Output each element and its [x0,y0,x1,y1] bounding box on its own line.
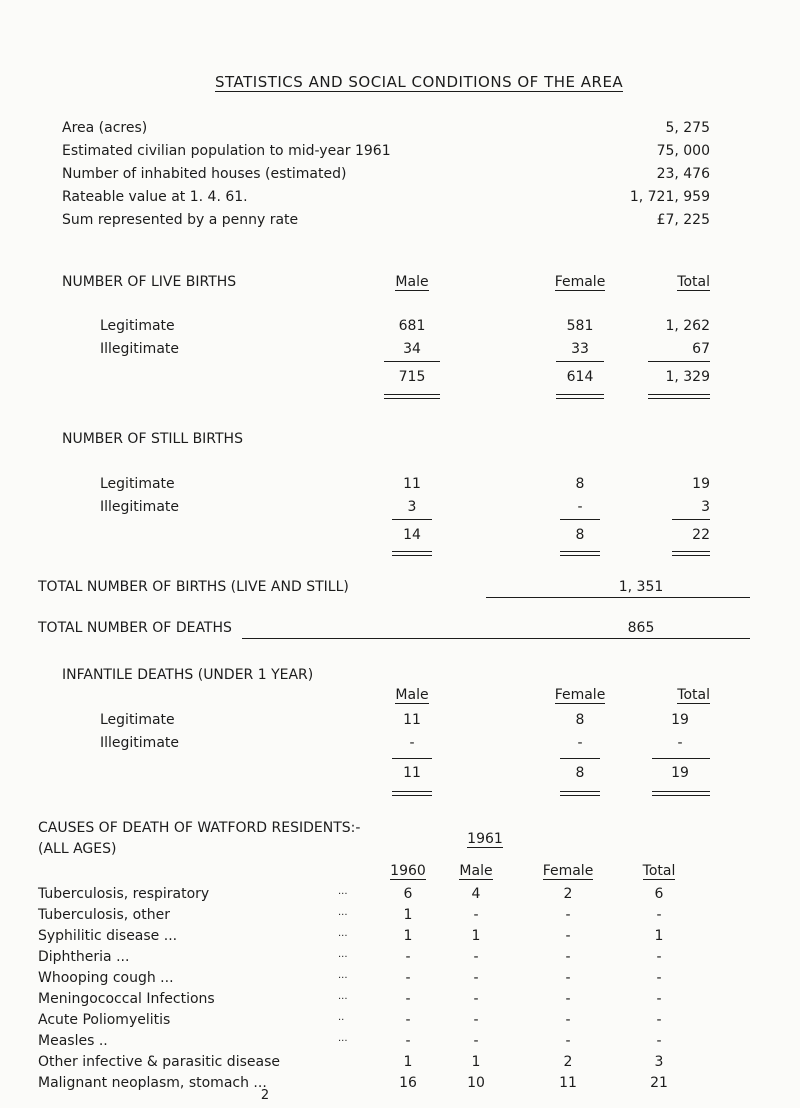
cell-1960: - [405,949,411,965]
cell-male: - [473,1012,479,1028]
double-rule [672,551,710,556]
cell-total: 3 [654,1054,664,1070]
total-female: 8 [575,765,585,781]
total-births-rule [486,597,750,598]
cell-female: 8 [575,476,585,492]
sum-line [392,519,432,520]
col-male: Male [395,687,429,703]
sum-line [556,361,604,362]
double-rule [392,791,432,796]
stat-label: Rateable value at 1. 4. 61. [62,189,248,205]
col-male: Male [459,863,493,879]
total-total: 19 [671,765,689,781]
cell-female: - [577,735,583,751]
cell-female: - [565,907,571,923]
leader-dots: ... [338,886,348,897]
cell-total: 1 [654,928,664,944]
total-total: 1, 329 [665,369,710,385]
total-male: 715 [398,369,426,385]
stat-label: Sum represented by a penny rate [62,212,299,228]
cell-total: 3 [701,499,710,515]
stat-value: 1, 721, 959 [629,189,710,205]
cause-label: Meningococcal Infections [38,991,215,1007]
cell-1960: 1 [403,928,413,944]
sum-line [384,361,440,362]
sum-line [392,758,432,759]
cell-1960: - [405,1033,411,1049]
cell-total: - [656,907,662,923]
sum-line [652,758,710,759]
cell-male: - [409,735,415,751]
total-deaths-value: 865 [627,620,655,636]
cell-total: - [656,970,662,986]
cause-label: Tuberculosis, other [38,907,170,923]
sum-line [672,519,710,520]
cause-label: Measles .. [38,1033,108,1049]
year-1961: 1961 [467,831,503,847]
cell-1960: 6 [403,886,413,902]
double-rule [560,551,600,556]
cell-total: - [656,949,662,965]
row-label: Illegitimate [100,341,179,357]
cell-male: - [473,970,479,986]
row-label: Legitimate [100,476,175,492]
row-label: Legitimate [100,712,175,728]
cell-female: - [577,499,583,515]
cell-male: 10 [467,1075,485,1091]
row-label: Illegitimate [100,735,179,751]
cell-1960: 16 [399,1075,417,1091]
double-rule [392,551,432,556]
stat-label: Estimated civilian population to mid-year 1961 [62,143,391,159]
cell-male: - [473,1033,479,1049]
cause-label: Syphilitic disease ... [38,928,178,944]
cell-female: 11 [559,1075,577,1091]
col-male: Male [395,274,429,290]
cell-male: - [473,949,479,965]
causes-subheading: (ALL AGES) [38,841,117,857]
double-rule [556,394,604,399]
live-births-heading: NUMBER OF LIVE BIRTHS [62,274,237,290]
cell-1960: 1 [403,907,413,923]
cause-label: Malignant neoplasm, stomach ... [38,1075,267,1091]
leader-dots: .. [338,1012,345,1023]
stat-value: 75, 000 [656,143,710,159]
row-label: Illegitimate [100,499,179,515]
page-number: 2 [260,1088,270,1103]
total-deaths-label: TOTAL NUMBER OF DEATHS [38,620,232,636]
stat-value: 23, 476 [656,166,710,182]
cause-label: Acute Poliomyelitis [38,1012,171,1028]
sum-line [648,361,710,362]
sum-line [560,519,600,520]
cause-label: Whooping cough ... [38,970,174,986]
cell-total: - [656,991,662,1007]
cell-female: - [565,949,571,965]
cell-female: 2 [563,886,573,902]
total-births-value: 1, 351 [618,579,664,595]
infantile-heading: INFANTILE DEATHS (UNDER 1 YEAR) [62,667,314,683]
col-1960: 1960 [390,863,426,879]
col-female: Female [554,274,606,290]
col-total: Total [677,274,710,290]
cell-female: 8 [575,712,585,728]
cell-female: - [565,1033,571,1049]
causes-heading: CAUSES OF DEATH OF WATFORD RESIDENTS:- [38,820,361,836]
cell-female: - [565,1012,571,1028]
cell-male: - [473,991,479,1007]
row-label: Legitimate [100,318,175,334]
leader-dots: ... [338,949,348,960]
leader-dots: ... [338,928,348,939]
double-rule [652,791,710,796]
cell-total: - [656,1033,662,1049]
cell-1960: - [405,991,411,1007]
cell-total: - [677,735,683,751]
sum-line [560,758,600,759]
cause-label: Tuberculosis, respiratory [38,886,210,902]
total-male: 14 [403,527,421,543]
cell-total: 19 [692,476,710,492]
cell-male: 11 [403,476,421,492]
stat-value: 5, 275 [665,120,710,136]
cell-female: 2 [563,1054,573,1070]
cell-female: - [565,970,571,986]
leader-dots: ... [338,991,348,1002]
page-title: STATISTICS AND SOCIAL CONDITIONS OF THE AREA [215,73,624,91]
cell-male: 3 [407,499,417,515]
cell-male: 1 [471,928,481,944]
cell-female: 33 [571,341,589,357]
cause-label: Other infective & parasitic disease [38,1054,280,1070]
stat-value: £7, 225 [656,212,710,228]
cell-total: 6 [654,886,664,902]
col-total: Total [642,863,676,879]
double-rule [384,394,440,399]
leader-dots: ... [338,1033,348,1044]
col-total: Total [677,687,710,703]
stat-label: Area (acres) [62,120,148,136]
cell-total: 21 [650,1075,668,1091]
total-male: 11 [403,765,421,781]
cell-male: - [473,907,479,923]
total-births-label: TOTAL NUMBER OF BIRTHS (LIVE AND STILL) [38,579,349,595]
col-female: Female [554,687,606,703]
col-female: Female [542,863,594,879]
cell-male: 681 [398,318,426,334]
cell-1960: - [405,970,411,986]
cell-male: 11 [403,712,421,728]
cell-1960: 1 [403,1054,413,1070]
cell-female: - [565,991,571,1007]
total-deaths-rule [242,638,750,639]
double-rule [648,394,710,399]
cause-label: Diphtheria ... [38,949,130,965]
total-total: 22 [692,527,710,543]
total-female: 8 [575,527,585,543]
cell-male: 4 [471,886,481,902]
stat-label: Number of inhabited houses (estimated) [62,166,347,182]
cell-total: 1, 262 [665,318,710,334]
leader-dots: ... [338,970,348,981]
cell-female: - [565,928,571,944]
cell-total: 67 [692,341,710,357]
cell-total: 19 [671,712,689,728]
leader-dots: ... [338,907,348,918]
cell-female: 581 [566,318,594,334]
cell-total: - [656,1012,662,1028]
total-female: 614 [566,369,594,385]
cell-1960: - [405,1012,411,1028]
still-births-heading: NUMBER OF STILL BIRTHS [62,431,243,447]
double-rule [560,791,600,796]
cell-male: 34 [403,341,421,357]
cell-male: 1 [471,1054,481,1070]
